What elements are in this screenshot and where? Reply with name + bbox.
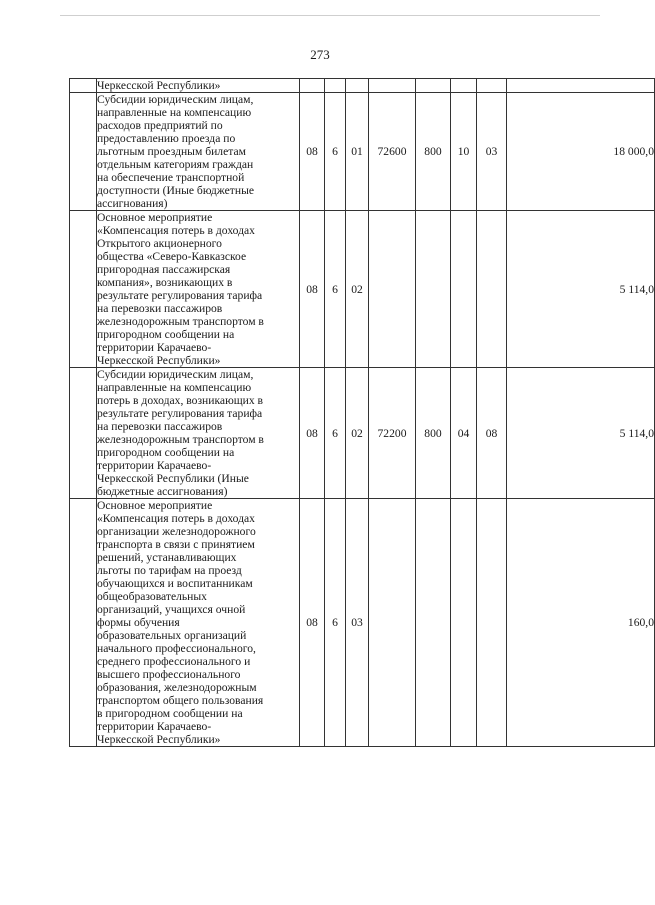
code-subprogram-cell: 03 [346,499,369,747]
description-line: организаций, учащихся очной [97,603,246,616]
description-line: расходов предприятий по [97,119,223,132]
code-program-cell: 6 [325,368,346,499]
code-subsection-b-cell [477,499,507,747]
table-row [70,93,655,211]
description-line: в пригородном сообщении на [97,707,243,720]
description-line: на перевозки пассажиров [97,302,223,315]
description-line: «Компенсация потерь в доходах [97,224,255,237]
description-line: Субсидии юридическим лицам, [97,368,254,381]
description-line: Основное мероприятие [97,211,213,224]
table-body [70,79,655,747]
code-subsection-b-cell: 03 [477,93,507,211]
code-program-cell [325,79,346,93]
code-subsection-b-cell [477,79,507,93]
description-line: общества «Северо-Кавказское [97,250,247,263]
code-program-cell: 6 [325,93,346,211]
description-line: Черкесской Республики» [97,733,221,746]
code-section-cell: 08 [300,211,325,368]
description-line: ассигнования) [97,197,168,210]
code-section-cell: 08 [300,499,325,747]
description-line: компания», возникающих в [97,276,233,289]
code-subsection-cell [451,211,477,368]
code-direction-cell [369,211,416,368]
description-line: результате регулирования тарифа [97,289,263,302]
row-description [97,211,300,368]
row-description [97,79,300,93]
description-line: организации железнодорожного [97,525,256,538]
description-line: льготы по тарифам на проезд [97,564,242,577]
description-line: доступности (Иные бюджетные [97,184,255,197]
budget-table [69,78,655,747]
code-direction-cell: 72200 [369,368,416,499]
code-direction-cell: 72600 [369,93,416,211]
row-number-cell [70,499,97,747]
description-line: территории Карачаево- [97,459,212,472]
row-description [97,368,300,499]
code-expense-type-cell [416,211,451,368]
description-line: на перевозки пассажиров [97,420,223,433]
description-line: начального профессионального, [97,642,256,655]
description-line: бюджетные ассигнования) [97,485,228,498]
description-line: Субсидии юридическим лицам, [97,93,254,106]
description-line: направленные на компенсацию [97,381,252,394]
description-line: на обеспечение транспортной [97,171,245,184]
description-line: транспорта в связи с принятием [97,538,255,551]
description-line: потерь в доходах, возникающих в [97,394,264,407]
code-subprogram-cell [346,79,369,93]
description-line: пригородном сообщении на [97,446,235,459]
code-subprogram-cell: 01 [346,93,369,211]
table-row [70,79,655,93]
row-description [97,499,300,747]
description-line: Черкесской Республики (Иные [97,472,249,485]
description-line: транспортом общего пользования [97,694,264,707]
row-number-cell [70,211,97,368]
amount-cell: 5 114,0 [507,368,655,499]
description-line: высшего профессионального [97,668,241,681]
amount-cell: 5 114,0 [507,211,655,368]
description-line: Черкесской Республики» [97,354,221,367]
table-row [70,499,655,747]
scan-artifact-line [60,15,600,16]
code-subsection-cell: 04 [451,368,477,499]
code-expense-type-cell: 800 [416,368,451,499]
code-program-cell: 6 [325,499,346,747]
row-number-cell [70,79,97,93]
amount-cell: 18 000,0 [507,93,655,211]
code-subsection-b-cell: 08 [477,368,507,499]
row-description [97,93,300,211]
code-section-cell [300,79,325,93]
description-line: обучающихся и воспитанникам [97,577,253,590]
description-line: общеобразовательных [97,590,207,603]
description-line: образования, железнодорожным [97,681,257,694]
page-number: 273 [310,47,330,62]
row-number-cell [70,93,97,211]
code-program-cell: 6 [325,211,346,368]
description-line: решений, устанавливающих [97,551,237,564]
code-subsection-cell: 10 [451,93,477,211]
description-line: территории Карачаево- [97,341,212,354]
code-subsection-b-cell [477,211,507,368]
description-line: отдельным категориям граждан [97,158,254,171]
description-line: льготным проездным билетам [97,145,246,158]
table-row [70,368,655,499]
code-expense-type-cell: 800 [416,93,451,211]
amount-cell [507,79,655,93]
table-row [70,211,655,368]
description-line: Открытого акционерного [97,237,222,250]
code-section-cell: 08 [300,368,325,499]
description-line: Черкесской Республики» [97,79,221,92]
description-line: железнодорожным транспортом в [97,433,264,446]
description-line: предоставлению проезда по [97,132,236,145]
code-section-cell: 08 [300,93,325,211]
description-line: формы обучения [97,616,180,629]
code-direction-cell [369,79,416,93]
code-direction-cell [369,499,416,747]
description-line: пригородная пассажирская [97,263,231,276]
description-line: Основное мероприятие [97,499,213,512]
description-line: пригородном сообщении на [97,328,235,341]
code-subprogram-cell: 02 [346,211,369,368]
description-line: образовательных организаций [97,629,247,642]
description-line: железнодорожным транспортом в [97,315,264,328]
code-expense-type-cell [416,79,451,93]
description-line: результате регулирования тарифа [97,407,263,420]
code-subsection-cell [451,499,477,747]
code-subsection-cell [451,79,477,93]
amount-cell: 160,0 [507,499,655,747]
row-number-cell [70,368,97,499]
description-line: среднего профессионального и [97,655,251,668]
code-subprogram-cell: 02 [346,368,369,499]
code-expense-type-cell [416,499,451,747]
description-line: направленные на компенсацию [97,106,252,119]
description-line: территории Карачаево- [97,720,212,733]
description-line: «Компенсация потерь в доходах [97,512,255,525]
